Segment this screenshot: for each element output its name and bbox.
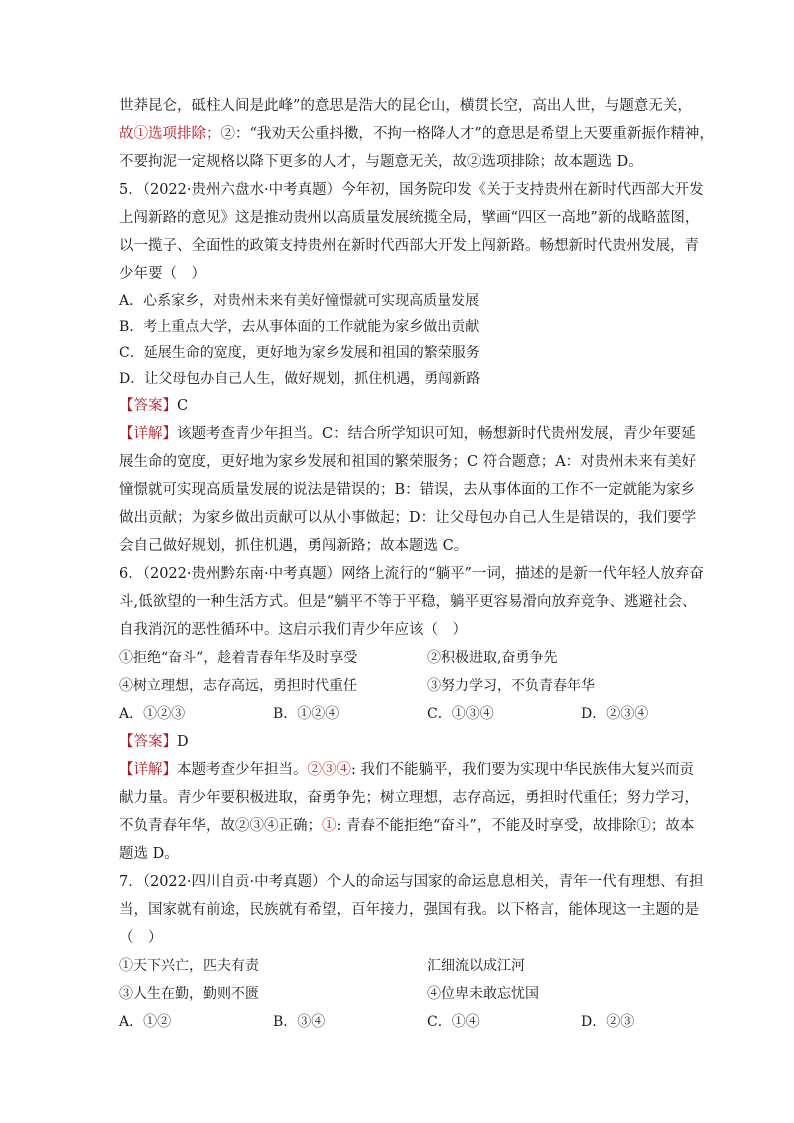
detail-line: 会自己做好规划，抓住机遇，勇闯新路；故本题选 C。 <box>119 538 469 554</box>
choice-d: D．②③④ <box>581 706 649 722</box>
statement-3: ③人生在勤，勤则不匮 <box>119 986 259 1002</box>
text-line: 不要拘泥一定规格以降下更多的人才，与题意无关，故②选项排除；故本题选 D。 <box>119 154 643 170</box>
detail-text: : 青春不能拒绝“奋斗”，不能及时享受，故排除①；故本 <box>336 818 695 834</box>
detail-tag: 【详解】 <box>119 426 177 442</box>
question-stem-line: 自我消沉的恶性循环中。这启示我们青少年应该（ ） <box>119 622 467 638</box>
detail-line: 献力量。青少年要积极进取，奋勇争先；树立理想，志存高远，勇担时代重任；努力学习， <box>119 790 699 806</box>
question-stem-line: （ ） <box>119 930 163 946</box>
detail-text: 该题考查青少年担当。C：结合所学知识可知，畅想新时代贵州发展，青少年要延 <box>177 426 696 442</box>
statement-row <box>119 952 679 980</box>
text-segment: ②：“我劝天公重抖擞，不拘一格降人才”的意思是希望上天要重新振作精神， <box>220 126 714 142</box>
highlight-text: ① <box>322 818 337 834</box>
option-a: A．心系家乡，对贵州未来有美好憧憬就可实现高质量发展 <box>119 293 480 309</box>
answer-value: C <box>177 398 189 414</box>
detail-line <box>119 812 695 840</box>
choice-b: B．①②④ <box>273 706 340 722</box>
answer-tag: 【答案】 <box>119 398 177 414</box>
highlight-text: ②③④ <box>307 762 351 778</box>
statement-4: ④树立理想，志存高远，勇担时代重任 <box>119 678 357 694</box>
question-stem-line: 上闯新路的意见》这是推动贵州以高质量发展统揽全局，擘画“四区一高地”新的战略蓝图， <box>119 210 700 226</box>
statement-3: ③努力学习，不负青春年华 <box>427 678 595 694</box>
text-line <box>119 120 714 148</box>
detail-text: 本题考查少年担当。 <box>177 762 308 778</box>
answer-line <box>119 728 679 756</box>
question-stem-line: 斗,低欲望的一种生活方式。但是“躺平不等于平稳，躺平更容易滑向放弃竞争、逃避社会、 <box>119 594 697 610</box>
statement-1: ①拒绝“奋斗”，趁着青春年华及时享受 <box>119 650 358 666</box>
detail-line <box>119 420 696 448</box>
option-b: B．考上重点大学，去从事体面的工作就能为家乡做出贡献 <box>119 319 480 335</box>
choice-c: C．①③④ <box>427 706 494 722</box>
choice-b: B．③④ <box>273 1014 326 1030</box>
statement-row <box>119 980 679 1008</box>
detail-text: : 我们不能躺平，我们要为实现中华民族伟大复兴而贡 <box>351 762 694 778</box>
detail-tag: 【详解】 <box>119 762 177 778</box>
question-stem-line: 当，国家就有前途，民族就有希望，百年接力，强国有我。以下格言，能体现这一主题的是 <box>119 902 699 918</box>
question-stem-line: 以一揽子、全面性的政策支持贵州在新时代西部大开发上闯新路。畅想新时代贵州发展，青 <box>119 238 699 254</box>
highlight-text: 故①选项排除； <box>119 126 221 142</box>
previous-explanation <box>119 92 714 176</box>
question-stem-line: 6．（2022·贵州黔东南·中考真题）网络上流行的“躺平”一词，描述的是新一代年轻人放弃奋 <box>119 566 704 582</box>
question-stem-line: 5．（2022·贵州六盘水·中考真题）今年初，国务院印发《关于支持贵州在新时代西部大开发 <box>119 182 704 198</box>
document-content <box>119 92 714 1036</box>
option-d: D．让父母包办自己人生，做好规划，抓住机遇，勇闯新路 <box>119 371 481 387</box>
answer-value: D <box>177 734 189 750</box>
question-stem-line: 少年要（ ） <box>119 266 206 282</box>
statement-4: ④位卑未敢忘忧国 <box>427 986 539 1002</box>
detail-line: 憧憬就可实现高质量发展的说法是错误的；B：错误，去从事体面的工作不一定就能为家乡 <box>119 482 696 498</box>
detail-line: 题选 D。 <box>119 846 179 862</box>
statement-2: ②积极进取,奋勇争先 <box>427 650 558 666</box>
detail-line <box>119 756 694 784</box>
question-5 <box>119 176 704 560</box>
detail-line: 做出贡献；为家乡做出贡献可以从小事做起；D：让父母包办自己人生是错误的，我们要学 <box>119 510 697 526</box>
choice-a: A．①② <box>119 1014 172 1030</box>
option-c: C．延展生命的宽度，更好地为家乡发展和祖国的繁荣服务 <box>119 345 480 361</box>
choice-c: C．①④ <box>427 1014 480 1030</box>
choice-a: A．①②③ <box>119 706 186 722</box>
statement-row <box>119 672 679 700</box>
question-7 <box>119 868 704 1036</box>
question-6 <box>119 560 704 868</box>
answer-line <box>119 392 679 420</box>
choice-row <box>119 700 679 728</box>
question-stem-line: 7．（2022·四川自贡·中考真题）个人的命运与国家的命运息息相关，青年一代有理想、有担 <box>119 874 704 890</box>
statement-2: 汇细流以成江河 <box>427 958 525 974</box>
statement-1: ①天下兴亡，匹夫有责 <box>119 958 259 974</box>
choice-d: D．②③ <box>581 1014 635 1030</box>
detail-text: 不负青春年华，故②③④正确； <box>119 818 322 834</box>
detail-line: 展生命的宽度，更好地为家乡发展和祖国的繁荣服务；C 符合题意；A：对贵州未来有美好 <box>119 454 697 470</box>
answer-tag: 【答案】 <box>119 734 177 750</box>
text-line: 世莽昆仑，砥柱人间是此峰”的意思是浩大的昆仑山，横贯长空，高出人世，与题意无关， <box>119 98 692 114</box>
statement-row <box>119 644 679 672</box>
choice-row <box>119 1008 679 1036</box>
